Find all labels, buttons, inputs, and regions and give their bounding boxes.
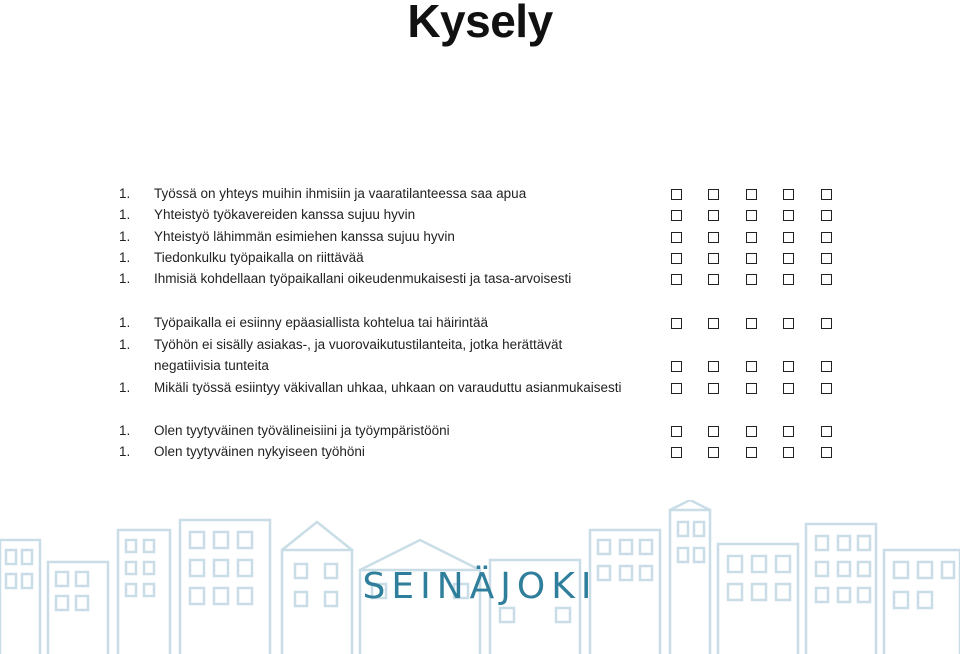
seinajoki-logo: SEINÄJOKI bbox=[362, 566, 598, 607]
answer-checkbox[interactable] bbox=[746, 383, 757, 394]
question-text: Työpaikalla ei esiinny epäasiallista kohtelua tai häirintää bbox=[154, 315, 488, 330]
question-text: Työhön ei sisälly asiakas-, ja vuorovaikutustilanteita, jotka herättävät bbox=[154, 337, 563, 352]
question-number: 1. bbox=[119, 444, 131, 459]
answer-checkbox[interactable] bbox=[821, 426, 832, 437]
answer-checkbox[interactable] bbox=[821, 361, 832, 372]
question-number: 1. bbox=[119, 207, 131, 222]
question-row bbox=[0, 248, 960, 270]
question-text: Yhteistyö työkavereiden kanssa sujuu hyvin bbox=[154, 207, 416, 222]
answer-checkbox[interactable] bbox=[783, 383, 794, 394]
question-row bbox=[0, 227, 960, 249]
question-number: 1. bbox=[119, 337, 131, 352]
answer-checkbox[interactable] bbox=[671, 383, 682, 394]
answer-checkbox[interactable] bbox=[783, 426, 794, 437]
question-text: Olen tyytyväinen työvälineisiini ja työympäristööni bbox=[154, 423, 450, 438]
question-row bbox=[0, 313, 960, 335]
answer-checkbox[interactable] bbox=[821, 318, 832, 329]
question-row bbox=[0, 269, 960, 291]
answer-checkbox[interactable] bbox=[821, 232, 832, 243]
question-number: 1. bbox=[119, 423, 131, 438]
answer-checkbox[interactable] bbox=[671, 232, 682, 243]
answer-checkbox[interactable] bbox=[746, 210, 757, 221]
question-number: 1. bbox=[119, 186, 131, 201]
answer-checkbox[interactable] bbox=[746, 253, 757, 264]
answer-checkbox[interactable] bbox=[821, 253, 832, 264]
answer-checkbox[interactable] bbox=[746, 274, 757, 285]
answer-checkbox[interactable] bbox=[821, 210, 832, 221]
question-number: 1. bbox=[119, 380, 131, 395]
question-text: Yhteistyö lähimmän esimiehen kanssa sujuu hyvin bbox=[154, 229, 455, 244]
answer-checkbox[interactable] bbox=[708, 232, 719, 243]
answer-checkbox[interactable] bbox=[821, 447, 832, 458]
page-title: Kysely bbox=[407, 0, 553, 47]
answer-checkbox[interactable] bbox=[708, 447, 719, 458]
question-number: 1. bbox=[119, 250, 131, 265]
question-row bbox=[0, 378, 960, 400]
answer-checkbox[interactable] bbox=[746, 318, 757, 329]
answer-checkbox[interactable] bbox=[746, 189, 757, 200]
question-row bbox=[0, 421, 960, 443]
answer-checkbox[interactable] bbox=[671, 318, 682, 329]
answer-checkbox[interactable] bbox=[783, 274, 794, 285]
answer-checkbox[interactable] bbox=[783, 361, 794, 372]
answer-checkbox[interactable] bbox=[671, 426, 682, 437]
answer-checkbox[interactable] bbox=[746, 447, 757, 458]
answer-checkbox[interactable] bbox=[708, 318, 719, 329]
question-row bbox=[0, 205, 960, 227]
answer-checkbox[interactable] bbox=[821, 383, 832, 394]
answer-checkbox[interactable] bbox=[671, 253, 682, 264]
answer-checkbox[interactable] bbox=[783, 447, 794, 458]
answer-checkbox[interactable] bbox=[708, 189, 719, 200]
answer-checkbox[interactable] bbox=[671, 274, 682, 285]
answer-checkbox[interactable] bbox=[783, 232, 794, 243]
answer-checkbox[interactable] bbox=[671, 361, 682, 372]
answer-checkbox[interactable] bbox=[821, 189, 832, 200]
question-text: Ihmisiä kohdellaan työpaikallani oikeudenmukaisesti ja tasa-arvoisesti bbox=[154, 271, 572, 286]
answer-checkbox[interactable] bbox=[783, 189, 794, 200]
answer-checkbox[interactable] bbox=[783, 318, 794, 329]
question-text: Olen tyytyväinen nykyiseen työhöni bbox=[154, 444, 365, 459]
question-row bbox=[0, 184, 960, 206]
answer-checkbox[interactable] bbox=[746, 232, 757, 243]
answer-checkbox[interactable] bbox=[783, 253, 794, 264]
question-row bbox=[0, 335, 960, 357]
answer-checkbox[interactable] bbox=[746, 426, 757, 437]
question-number: 1. bbox=[119, 271, 131, 286]
question-row-continuation bbox=[0, 356, 960, 378]
question-number: 1. bbox=[119, 315, 131, 330]
answer-checkbox[interactable] bbox=[708, 361, 719, 372]
answer-checkbox[interactable] bbox=[708, 426, 719, 437]
answer-checkbox[interactable] bbox=[671, 189, 682, 200]
answer-checkbox[interactable] bbox=[708, 253, 719, 264]
question-text-continuation: negatiivisia tunteita bbox=[154, 358, 269, 373]
answer-checkbox[interactable] bbox=[708, 274, 719, 285]
question-text: Tiedonkulku työpaikalla on riittävää bbox=[154, 250, 364, 265]
answer-checkbox[interactable] bbox=[671, 210, 682, 221]
answer-checkbox[interactable] bbox=[783, 210, 794, 221]
question-text: Työssä on yhteys muihin ihmisiin ja vaaratilanteessa saa apua bbox=[154, 186, 527, 201]
answer-checkbox[interactable] bbox=[746, 361, 757, 372]
question-number: 1. bbox=[119, 229, 131, 244]
question-text: Mikäli työssä esiintyy väkivallan uhkaa, uhkaan on varauduttu asianmukaisesti bbox=[154, 380, 622, 395]
answer-checkbox[interactable] bbox=[708, 383, 719, 394]
answer-checkbox[interactable] bbox=[821, 274, 832, 285]
answer-checkbox[interactable] bbox=[671, 447, 682, 458]
question-row bbox=[0, 442, 960, 464]
answer-checkbox[interactable] bbox=[708, 210, 719, 221]
